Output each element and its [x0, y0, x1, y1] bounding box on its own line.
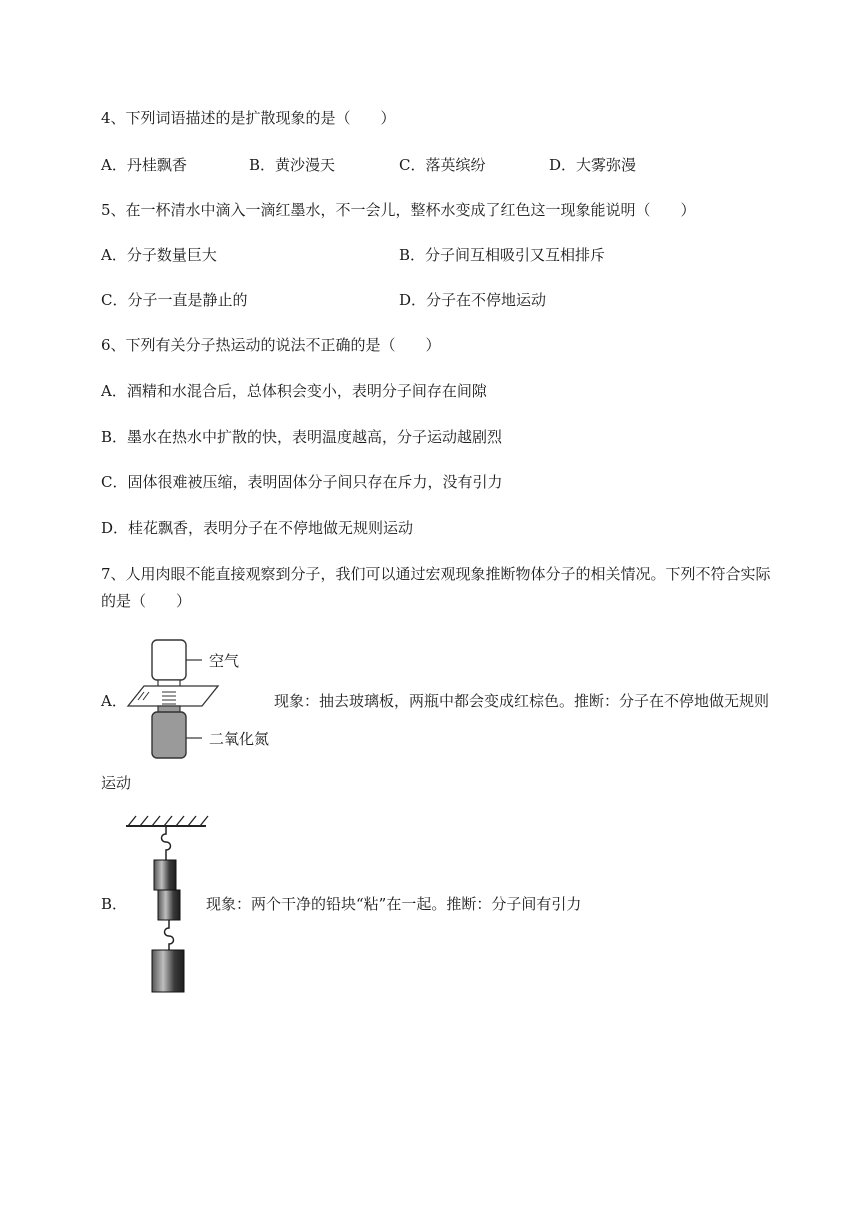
q6-stem: 6、下列有关分子热运动的说法不正确的是（ ）	[101, 336, 441, 354]
q4-option-d: D．大雾弥漫	[549, 156, 637, 174]
lower-lead-block	[158, 890, 180, 920]
no2-label: 二氧化氮	[209, 730, 270, 748]
gas-diffusion-bottles-figure	[118, 634, 278, 764]
q5-stem: 5、在一杯清水中滴入一滴红墨水，不一会儿，整杯水变成了红色这一现象能说明（ ）	[101, 201, 696, 219]
q7-option-b-letter: B．	[101, 895, 128, 913]
q7-option-a-text: 现象：抽去玻璃板，两瓶中都会变成红棕色。推断：分子在不停地做无规则	[274, 692, 770, 710]
q6-option-b: B．墨水在热水中扩散的快，表明温度越高，分子运动越剧烈	[101, 428, 503, 446]
no2-bottle	[152, 712, 186, 758]
q7-option-a-text-cont: 运动	[101, 774, 132, 792]
top-hook	[162, 826, 171, 860]
q5-option-b: B．分子间互相吸引又互相排斥	[399, 246, 606, 264]
q4-option-b: B．黄沙漫天	[249, 156, 336, 174]
q6-option-a: A．酒精和水混合后，总体积会变小，表明分子间存在间隙	[101, 382, 487, 400]
q7-stem-line2: 的是（ ）	[101, 592, 192, 610]
q4-stem: 4、下列词语描述的是扩散现象的是（ ）	[101, 109, 396, 127]
upper-lead-block	[154, 860, 176, 890]
air-label: 空气	[209, 652, 240, 670]
q4-option-c: C．落英缤纷	[399, 156, 486, 174]
q6-option-c: C．固体很难被压缩，表明固体分子间只存在斥力，没有引力	[101, 473, 503, 491]
q6-option-d: D．桂花飘香，表明分子在不停地做无规则运动	[101, 519, 414, 537]
q7-option-b-text: 现象：两个干净的铅块“粘”在一起。推断：分子间有引力	[206, 895, 582, 913]
q4-option-a: A．丹桂飘香	[101, 156, 187, 174]
lead-blocks-figure	[120, 810, 215, 1000]
q7-stem-line1: 7、人用肉眼不能直接观察到分子，我们可以通过宏观现象推断物体分子的相关情况。下列不符合实际	[101, 565, 771, 583]
q7-option-a-letter: A．	[101, 692, 127, 710]
hanging-weight	[152, 950, 184, 992]
q5-option-a: A．分子数量巨大	[101, 246, 217, 264]
q5-option-d: D．分子在不停地运动	[399, 291, 547, 309]
q5-option-c: C．分子一直是静止的	[101, 291, 248, 309]
bottom-hook	[165, 920, 174, 950]
air-bottle	[152, 640, 186, 680]
